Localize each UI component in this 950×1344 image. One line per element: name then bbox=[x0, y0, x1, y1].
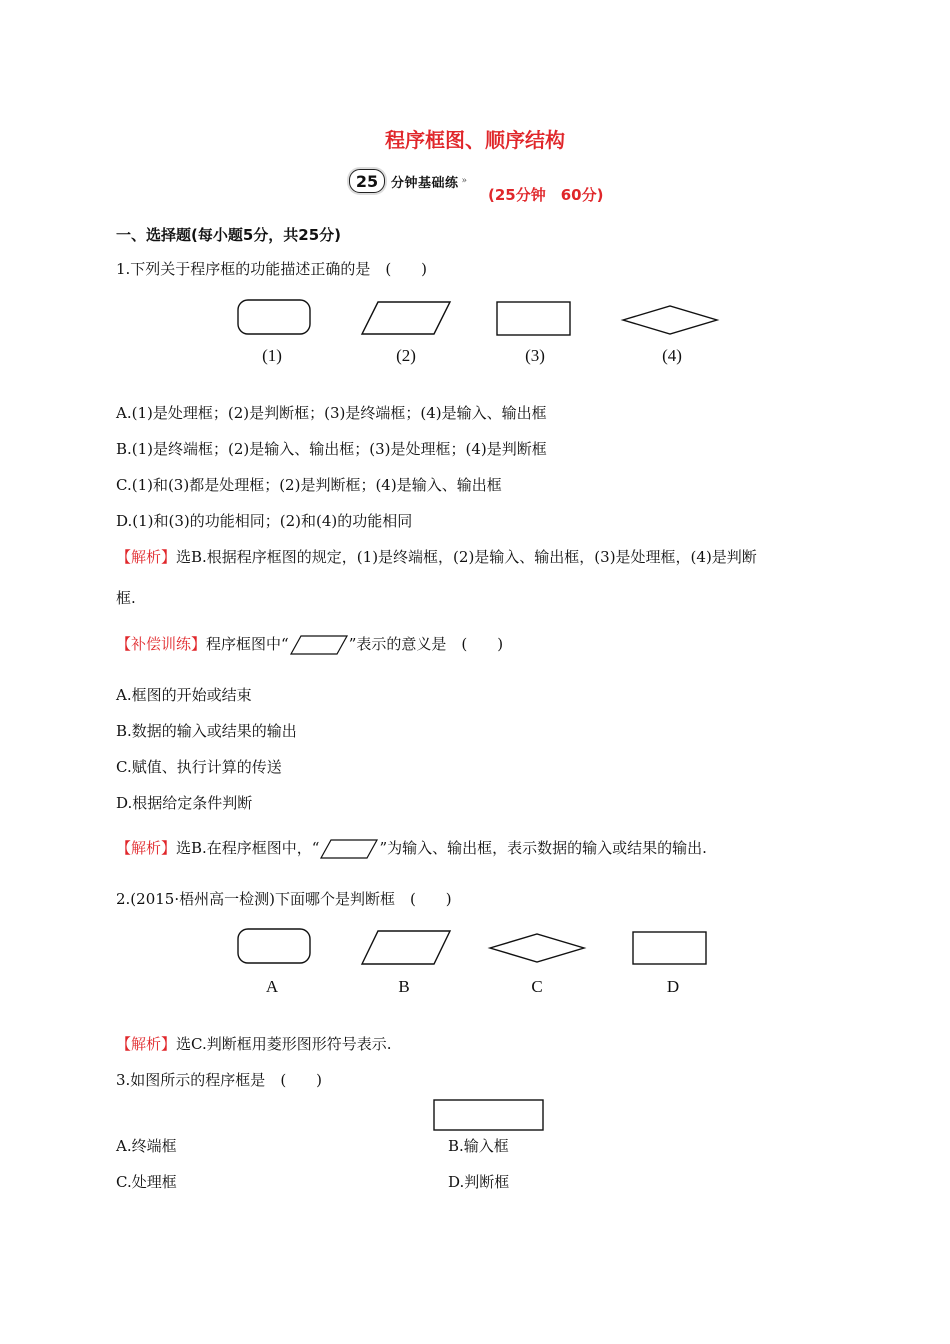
badge-number: 25 bbox=[349, 169, 385, 193]
q3-option-a: A.终端框 bbox=[116, 1137, 177, 1155]
analysis-text: 选C.判断框用菱形图形符号表示. bbox=[176, 1035, 392, 1053]
section-heading: 一、选择题(每小题5分，共25分) bbox=[116, 226, 342, 244]
process-shape bbox=[434, 1100, 543, 1130]
supplement-option-d: D.根据给定条件判断 bbox=[116, 794, 253, 812]
analysis-after: ”为输入、输出框，表示数据的输入或结果的输出. bbox=[379, 839, 707, 857]
q1-label-4: (4) bbox=[662, 346, 682, 365]
q2-label-b: B bbox=[398, 977, 410, 996]
analysis-tag: 【解析】 bbox=[116, 839, 177, 857]
analysis-before: 选B.在程序框图中，“ bbox=[176, 839, 320, 857]
q1-option-d: D.(1)和(3)的功能相同；(2)和(4)的功能相同 bbox=[116, 512, 413, 530]
q3-stem: 3.如图所示的程序框是 ( ) bbox=[116, 1071, 323, 1089]
analysis-tag: 【解析】 bbox=[116, 1035, 177, 1053]
analysis-tag: 【解析】 bbox=[116, 548, 177, 566]
q3-option-c: C.处理框 bbox=[116, 1173, 177, 1191]
supplement-option-c: C.赋值、执行计算的传送 bbox=[116, 758, 282, 776]
q1-label-1: (1) bbox=[262, 346, 282, 365]
analysis-text: 选B.根据程序框图的规定，(1)是终端框，(2)是输入、输出框，(3)是处理框，(4)是判断 bbox=[176, 548, 757, 566]
q1-stem: 1.下列关于程序框的功能描述正确的是 ( ) bbox=[116, 260, 428, 278]
supplement-stem-after: ”表示的意义是 ( ) bbox=[348, 635, 504, 653]
chevron-right-icon: » bbox=[461, 176, 468, 186]
page-title: 程序框图、顺序结构 bbox=[385, 128, 565, 152]
q3-option-d: D.判断框 bbox=[448, 1173, 510, 1191]
q1-label-2: (2) bbox=[396, 346, 416, 365]
q1-analysis-cont: 框. bbox=[116, 589, 136, 607]
supplement-option-a: A.框图的开始或结束 bbox=[116, 686, 252, 704]
q2-stem: 2.(2015·梧州高一检测)下面哪个是判断框 ( ) bbox=[116, 890, 452, 908]
supplement-tag: 【补偿训练】 bbox=[116, 635, 207, 653]
q1-option-b: B.(1)是终端框；(2)是输入、输出框；(3)是处理框；(4)是判断框 bbox=[116, 440, 547, 458]
q2-label-d: D bbox=[666, 977, 680, 996]
q1-label-3: (3) bbox=[525, 346, 545, 365]
time-info: (25分钟 60分) bbox=[488, 186, 604, 204]
supplement-option-b: B.数据的输入或结果的输出 bbox=[116, 722, 297, 740]
supplement-stem-before: 程序框图中“ bbox=[206, 635, 289, 653]
q2-label-c: C bbox=[531, 977, 543, 996]
q2-label-a: A bbox=[265, 977, 279, 996]
badge-text: 分钟基础练 bbox=[391, 175, 459, 191]
q1-option-c: C.(1)和(3)都是处理框；(2)是判断框；(4)是输入、输出框 bbox=[116, 476, 502, 494]
q1-option-a: A.(1)是处理框；(2)是判断框；(3)是终端框；(4)是输入、输出框 bbox=[116, 404, 547, 422]
q3-option-b: B.输入框 bbox=[448, 1137, 509, 1155]
